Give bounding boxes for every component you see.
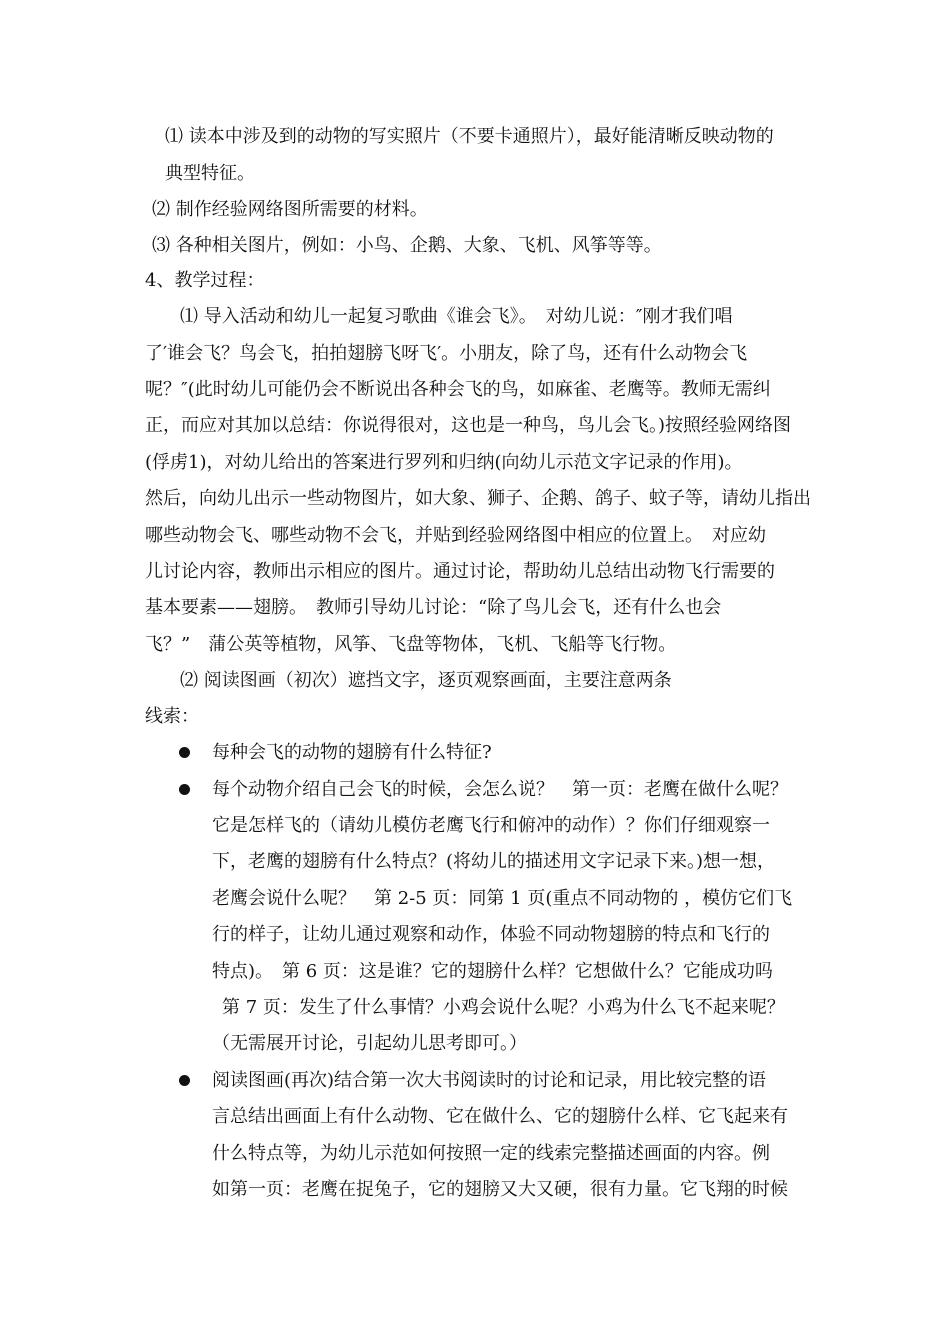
text-line: 特点)。 第 6 页：这是谁？它的翅膀什么样？它想做什么？它能成功吗 <box>212 961 773 982</box>
text-line: 典型特征。 <box>165 163 255 184</box>
bullet-icon <box>179 784 190 795</box>
text-line: ⑵ 阅读图画（初次）遮挡文字，逐页观察画面，主要注意两条 <box>180 670 672 691</box>
text-line: 呢？″(此时幼儿可能仍会不断说出各种会飞的鸟，如麻雀、老鹰等。教师无需纠 <box>145 379 771 400</box>
text-line: 然后，向幼儿出示一些动物图片，如大象、狮子、企鹅、鸽子、蚊子等，请幼儿指出 <box>145 488 811 509</box>
text-line: 飞？” 蒲公英等植物，风筝、飞盘等物体，飞机、飞船等飞行物。 <box>145 634 677 655</box>
text-line: 什么特点等，为幼儿示范如何按照一定的线索完整描述画面的内容。例 <box>212 1143 770 1164</box>
text-line: 下，老鹰的翅膀有什么特点？(将幼儿的描述用文字记录下来。)想一想， <box>212 851 776 872</box>
text-line: 哪些动物会飞、哪些动物不会飞，并贴到经验网络图中相应的位置上。 对应幼 <box>145 525 766 546</box>
text-line: 基本要素——翅膀。 教师引导幼儿讨论：“除了鸟儿会飞，还有什么也会 <box>145 597 722 618</box>
list-item: 阅读图画(再次)结合第一次大书阅读时的讨论和记录，用比较完整的语 <box>212 1070 767 1091</box>
text-line: ⑴ 导入活动和幼儿一起复习歌曲《谁会飞》。 对幼儿说：″刚才我们唱 <box>180 306 733 327</box>
text-line: 言总结出画面上有什么动物、它在做什么、它的翅膀什么样、它飞起来有 <box>212 1106 788 1127</box>
list-item: 每个动物介绍自己会飞的时候，会怎么说？ 第一页：老鹰在做什么呢？ <box>212 779 788 800</box>
section-heading: 4、教学过程： <box>145 270 265 291</box>
text-line: 线索： <box>145 706 199 727</box>
text-line: 老鹰会说什么呢？ 第 2-5 页：同第 1 页(重点不同动物的 ，模仿它们飞 <box>212 888 793 909</box>
text-line: 第 7 页：发生了什么事情？小鸡会说什么呢？小鸡为什么飞不起来呢？ <box>222 997 785 1018</box>
text-line: （无需展开讨论，引起幼儿思考即可。） <box>212 1033 527 1054</box>
list-item: 每种会飞的动物的翅膀有什么特征? <box>212 742 492 763</box>
text-line: 如第一页：老鹰在捉兔子，它的翅膀又大又硬，很有力量。它飞翔的时候 <box>212 1179 788 1200</box>
text-line: 了′谁会飞？鸟会飞，拍拍翅膀飞呀飞′。小朋友，除了鸟，还有什么动物会飞 <box>145 343 748 364</box>
text-line: ⑶ 各种相关图片，例如：小鸟、企鹅、大象、飞机、风筝等等。 <box>152 235 662 256</box>
text-line: 儿讨论内容，教师出示相应的图片。通过讨论，帮助幼儿总结出动物飞行需要的 <box>145 561 775 582</box>
text-line: ⑵ 制作经验网络图所需要的材料。 <box>152 199 428 220</box>
bullet-icon <box>179 1075 190 1086</box>
text-line: ⑴ 读本中涉及到的动物的写实照片（不要卡通照片），最好能清晰反映动物的 <box>165 126 774 147</box>
bullet-icon <box>179 747 190 758</box>
text-line: 它是怎样飞的（请幼儿模仿老鹰飞行和俯冲的动作）？你们仔细观察一 <box>212 815 770 836</box>
text-line: 正，而应对其加以总结：你说得很对，这也是一种鸟，鸟儿会飞。)按照经验网络图 <box>145 415 792 436</box>
text-line: 行的样子，让幼儿通过观察和动作，体验不同动物翅膀的特点和飞行的 <box>212 924 770 945</box>
text-line: (俘虏1)，对幼儿给出的答案进行罗列和归纳(向幼儿示范文字记录的作用)。 <box>145 452 743 473</box>
